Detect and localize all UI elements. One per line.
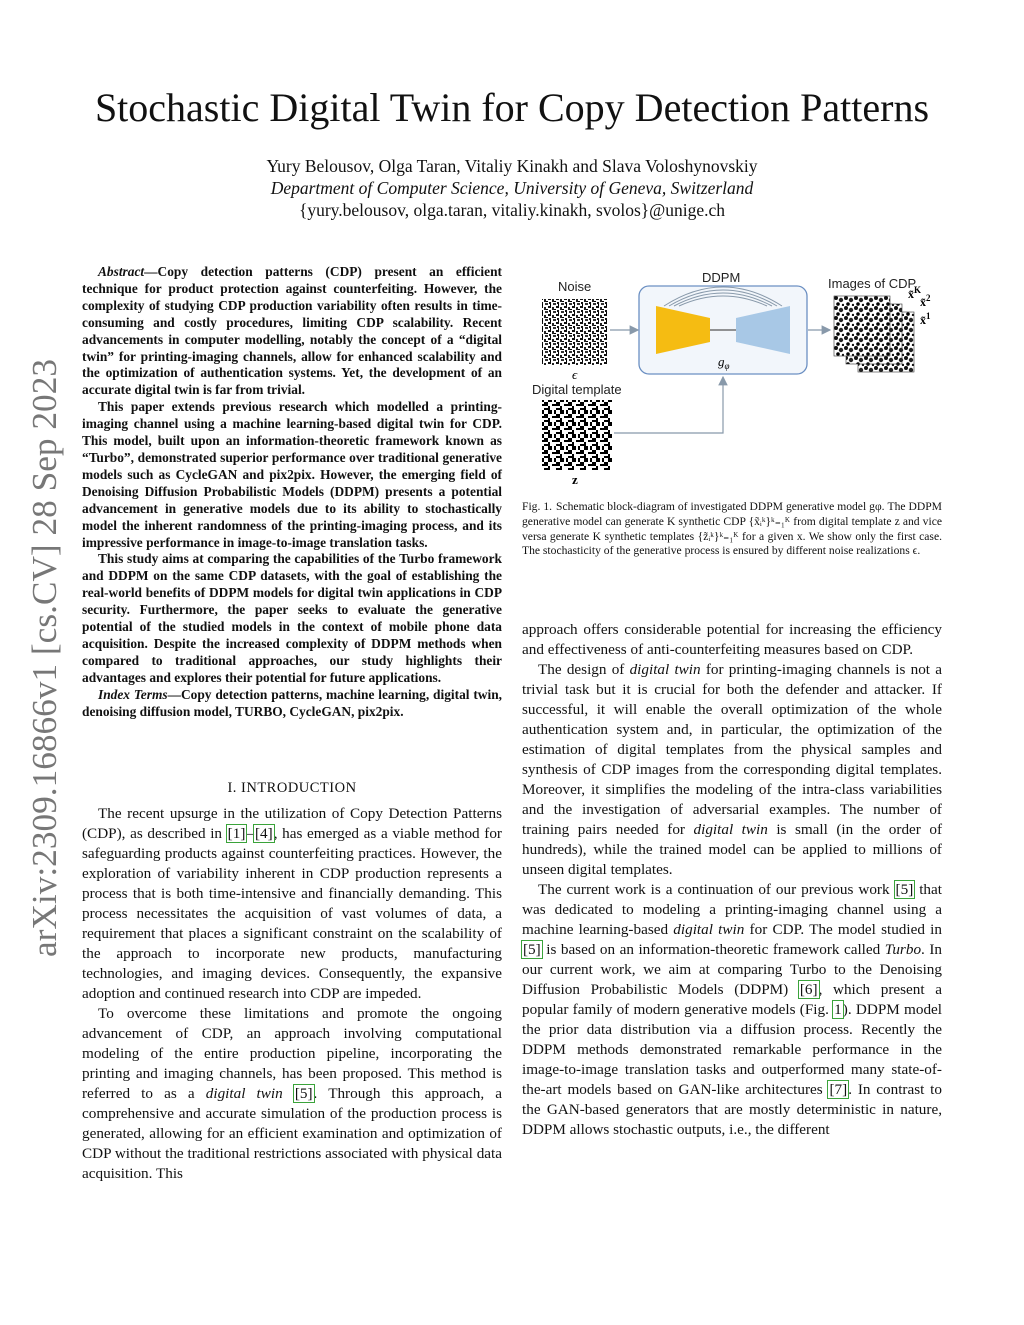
intro-p1-b: , has emerged as a viable method for safeguarding products against counterfeiting practices. However, the exploration of variability inherent in CDP production represents a process that is both time-intensive and financially demanding. This process necessitates the acquisition of vast volumes of data, a requirement that places a significant constraint on the scalability of the approach to incorporate new products, manufacturing technologies, and imaging devices. Consequently, the expansive adoption and continued research into CDP are impeded. — [82, 825, 502, 1002]
abstract-label: Abstract — [98, 264, 145, 279]
intro-dash: – — [246, 825, 254, 842]
right-p3-c: for CDP. The model studied in — [744, 921, 942, 938]
abstract-p1-text: —Copy detection patterns (CDP) present an efficient technique for product protection against counterfeiting. However, the complexity of studying CDP production variability often results in time-consuming and costly procedures, limiting CDP scalability. Recent advancements in computer modelling, notably the concept of a “digital twin” for printing-imaging channels, allow for enhanced scalability and the optimization of authentication systems. Yet, the development of an accurate digital twin is far from trivial. — [82, 264, 502, 398]
arxiv-stamp — [8, 352, 68, 962]
right-p3-em: digital twin — [673, 921, 745, 938]
abstract-p1 — [82, 264, 502, 399]
index-terms-text: —Copy detection patterns, machine learning, digital twin, denoising diffusion model, TURBO, CycleGAN, pix2pix. — [82, 686, 502, 719]
template-arrow — [614, 377, 723, 433]
right-p2-c: is small (in the order of hundreds), while the trained model can be applied to millions of unseen digital templates. — [522, 821, 942, 878]
index-terms-label: Index Terms — [98, 686, 168, 702]
intro-p2-a: To overcome these limitations and promote the ongoing advancement of CDP, an approach involving computational modeling of the entire production pipeline, incorporating the printing and imaging channels, has been proposed. This method is referred to as a — [82, 1005, 502, 1102]
right-p2-b: for printing-imaging channels is not a trivial task but it is crucial for both the defender and attacker. If successful, it will enable the overall optimization of the whole authentication system and, in particular, the optimization of the estimation of digital templates from the physical samples and synthesis of CDP images from the corresponding digital templates. Moreover, it simplifies the modeling of the intra-class variabilities and the investigation of adversarial examples. The number of training pairs needed for — [522, 661, 942, 838]
arxiv-stamp-text: arXiv:2309.16866v1 [cs.CV] 28 Sep 2023 — [25, 363, 64, 957]
right-p2 — [522, 660, 942, 880]
paper-title: Stochastic Digital Twin for Copy Detection Patterns — [94, 85, 930, 130]
x-tilde-1 — [920, 311, 931, 327]
digital-template-label: Digital template — [532, 382, 622, 397]
x-tilde-1-sup: 1 — [926, 311, 931, 321]
caption-text: Schematic block-diagram of investigated DDPM generative model gφ. The DDPM generative model can generate K synthetic CDP {x̃ᵢᵏ}ᵏ₌₁ᴷ from digital template z and vice versa generate K synthetic templates {z̃ᵢᵏ}ᵏ₌₁ᴷ for a given x. We show only the first case. The stochasticity of the generative process is ensured by different noise realizations ϵ. — [522, 500, 942, 558]
right-p3-e: . In our current work, we aim at comparing Turbo to the Denoising Diffusion Probabilistic Models (DDPM) — [522, 941, 942, 998]
x-tilde-2-sup: 2 — [926, 293, 931, 303]
author-block — [40, 155, 984, 221]
abstract — [82, 264, 502, 720]
citation-link-7[interactable]: [7] — [829, 1081, 848, 1098]
right-p3-b: that was dedicated to modeling a printing-imaging channel using a machine learning-based — [522, 881, 942, 938]
intro-p2-b: . Through this approach, a comprehensive and accurate simulation of the production process is generated, allowing for an efficient examination and optimization of CDP without the traditional restrictions associated with physical data acquisition. This — [82, 1085, 502, 1182]
citation-link-1[interactable]: [1] — [227, 825, 246, 842]
images-of-cdp-label: Images of CDP — [828, 276, 917, 291]
abstract-p2: This paper extends previous research which modelled a printing-imaging channel using a machine learning-based digital twin for CDP. This model, built upon an information-theoretic framework known as “Turbo”, demonstrated superior performance over traditional generative models such as CycleGAN and pix2pix. However, the emerging field of Denoising Diffusion Probabilistic Models (DDPM) presents a potential advancement in generative models due to its ability to stochastically model the inherent randomness of the printing-imaging process, and its impressive performance in image-to-image translation tasks. — [82, 399, 502, 550]
x-tilde-2-base: x̃ — [920, 295, 926, 309]
abstract-p3: This study aims at comparing the capabilities of the Turbo framework and DDPM on the same CDP datasets, with the goal of establishing the real-world benefits of DDPM models for digital twin applications in CDP security. Furthermore, the paper seeks to evaluate the generative potential of the studied models in the context of mobile phone data acquisition. Despite the increased complexity of DDPM methods when compared to traditional approaches, our study highlights their advantages and explores their potential for future applications. — [82, 551, 502, 685]
intro-p2-em: digital twin — [205, 1085, 283, 1102]
epsilon-symbol: ϵ — [572, 367, 578, 382]
cdp-image-1 — [834, 296, 890, 356]
figure-1-caption — [522, 500, 942, 559]
section-heading-introduction: I. INTRODUCTION — [227, 780, 357, 796]
right-p1: approach offers considerable potential for increasing the efficiency and effectiveness of anti-counterfeiting measures based on CDP. — [522, 621, 942, 658]
caption-label: Fig. 1. — [522, 500, 553, 513]
x-tilde-k-sup: K — [914, 285, 922, 295]
ddpm-label: DDPM — [702, 270, 741, 285]
x-tilde-1-base: x̃ — [920, 313, 926, 327]
citation-link-4[interactable]: [4] — [254, 825, 273, 842]
intro-p2 — [82, 1004, 502, 1184]
x-tilde-2 — [920, 293, 931, 309]
figure-link-1[interactable]: 1 — [834, 1001, 842, 1018]
intro-p1-a: The recent upsurge in the utilization of Copy Detection Patterns (CDP), as described in — [82, 805, 502, 842]
index-terms — [82, 687, 502, 721]
right-p3-f: , which present a popular family of modern generative models (Fig. — [522, 981, 942, 1018]
g-sub: φ — [724, 361, 730, 371]
affiliation: Department of Computer Science, University of Geneva, Switzerland — [270, 178, 754, 198]
z-symbol: z — [572, 472, 578, 487]
intro-p1 — [82, 804, 502, 1004]
right-column-body — [522, 620, 942, 1140]
right-p2-em: digital twin — [629, 661, 701, 678]
citation-link-5-b[interactable]: [5] — [895, 881, 914, 898]
citation-link-5-c[interactable]: [5] — [523, 941, 541, 958]
digital-template-image — [542, 400, 612, 470]
right-p3-a: The current work is a continuation of our previous work — [538, 881, 895, 898]
noise-image — [542, 299, 608, 365]
noise-label: Noise — [558, 279, 592, 294]
g-symbol: g — [718, 354, 725, 369]
right-p3-em2: Turbo — [884, 941, 922, 958]
right-p3-g: ). DDPM model the prior data distribution via a diffusion process. Recently the DDPM methods demonstrated remarkable performance in the image-to-image translation tasks and outperformed many state-of-the-art models based on GAN-like architectures — [522, 1001, 942, 1098]
right-p2-a: The design of — [538, 661, 630, 678]
citation-link-5[interactable]: [5] — [294, 1085, 313, 1102]
author-emails: {yury.belousov, olga.taran, vitaliy.kinakh, svolos}@unige.ch — [298, 200, 726, 220]
right-p2-em2: digital twin — [693, 821, 768, 838]
x-tilde-k-base: x̃ — [908, 287, 914, 301]
right-p3-h: . In contrast to the GAN-based generators that are mostly deterministic in nature, DDPM allows stochastic outputs, i.e., the different — [522, 1081, 942, 1138]
author-names: Yury Belousov, Olga Taran, Vitaliy Kinakh and Slava Voloshynovskiy — [266, 156, 758, 176]
right-p3-d: is based on an information-theoretic framework called — [541, 941, 885, 958]
figure-1-diagram — [524, 266, 950, 488]
introduction-body — [82, 804, 502, 1184]
right-p3 — [522, 880, 942, 1140]
citation-link-6[interactable]: [6] — [799, 981, 818, 998]
